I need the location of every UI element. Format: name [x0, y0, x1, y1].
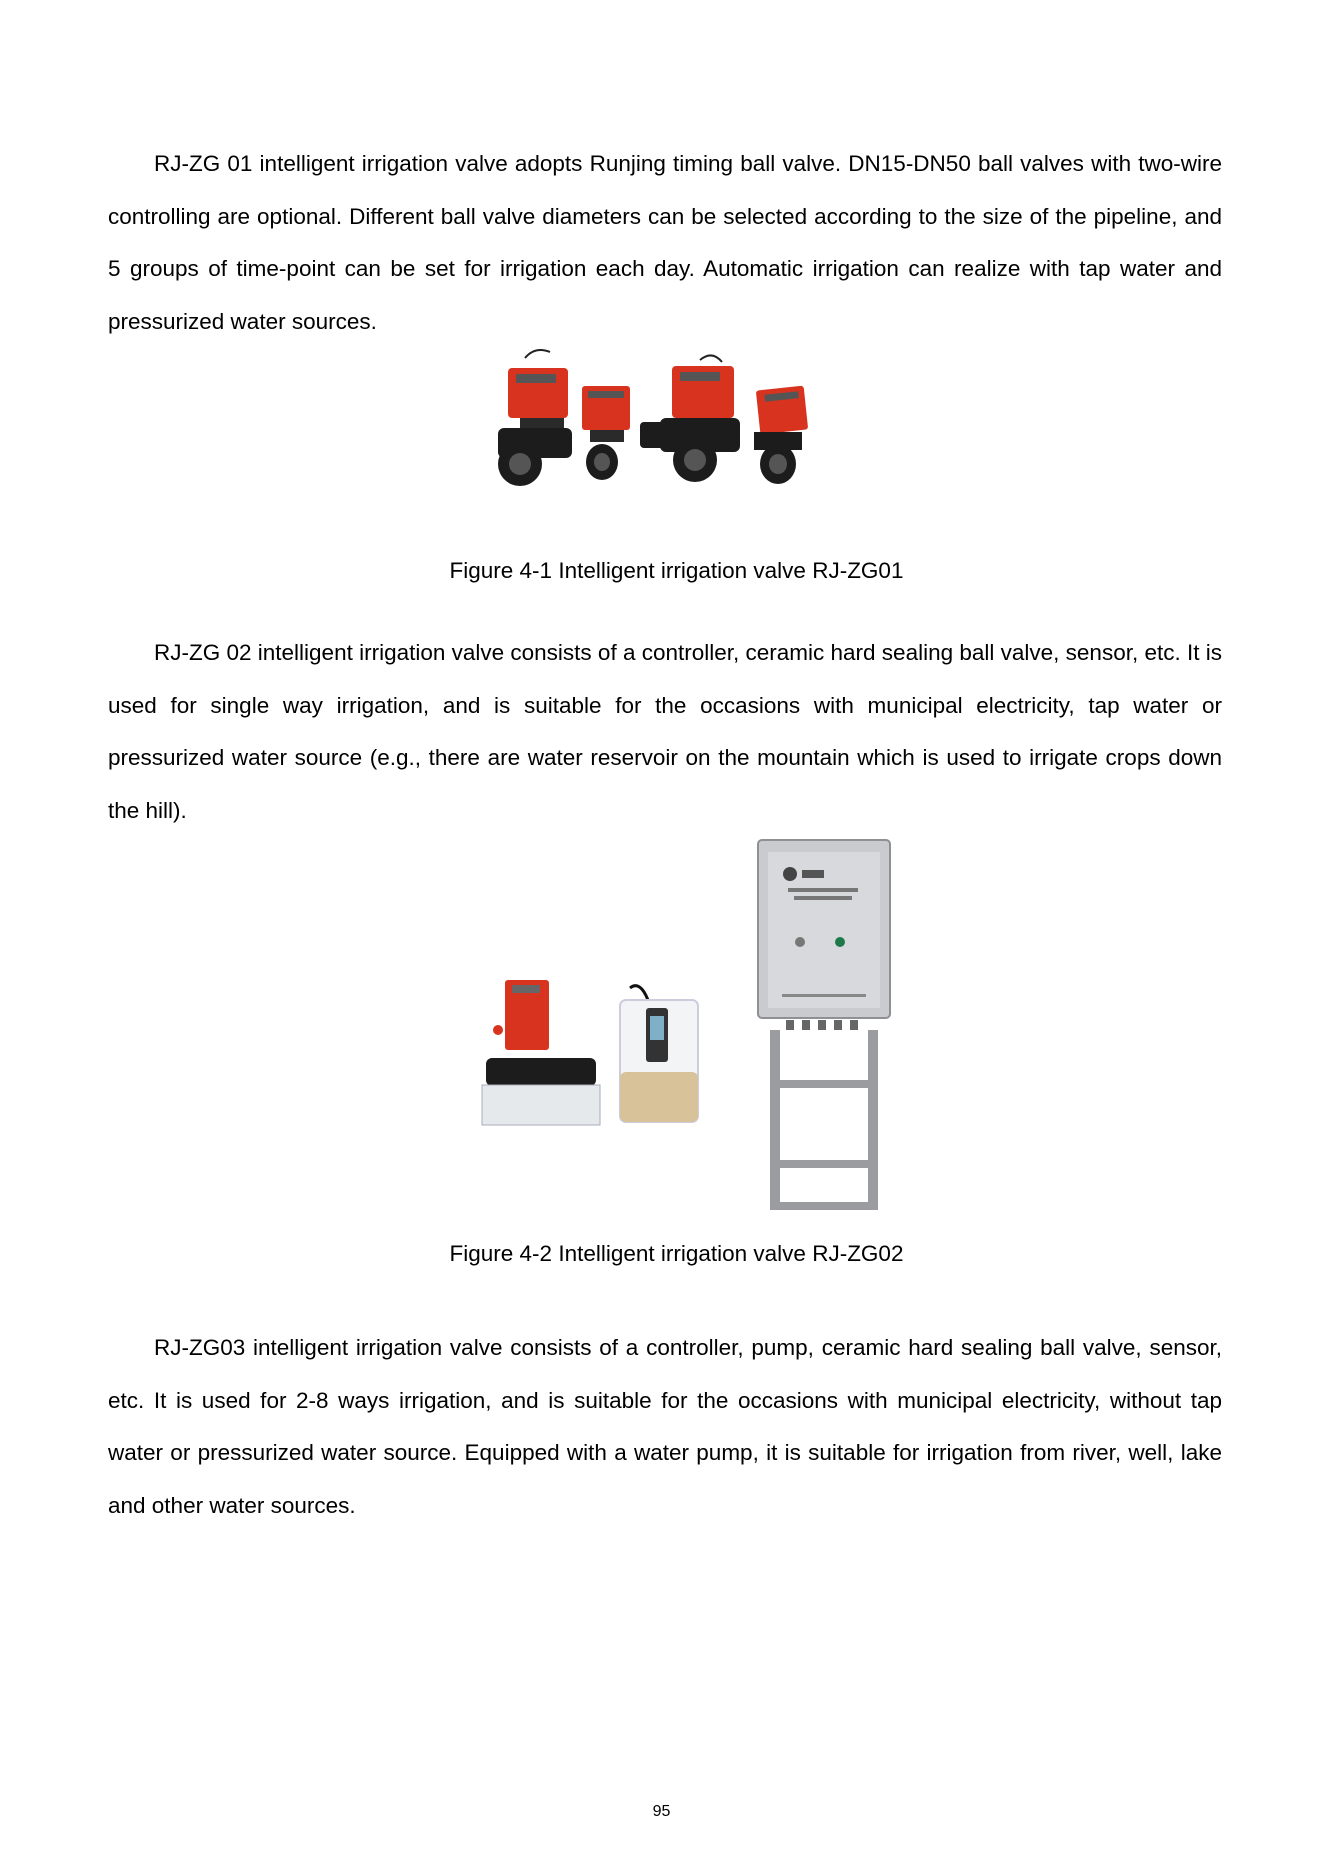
paragraph-rj-zg01 — [108, 138, 1222, 348]
cabinet-stand — [770, 1030, 878, 1210]
valve-with-base — [482, 980, 600, 1125]
control-cabinet — [758, 840, 890, 1030]
paragraph-rj-zg03 — [108, 1322, 1222, 1532]
figure-rj-zg01-image — [490, 346, 880, 516]
figure-rj-zg02-image — [470, 830, 910, 1220]
beaker-with-sensor — [620, 986, 698, 1122]
valve-products-illustration — [490, 346, 880, 516]
page-number: 95 — [652, 1803, 671, 1820]
valve-unit-2 — [582, 386, 630, 480]
valve-unit-4 — [754, 386, 808, 484]
figure-caption-4-1: Figure 4-1 Intelligent irrigation valve RJ-ZG01 — [449, 558, 904, 583]
paragraph-text: RJ-ZG 02 intelligent irrigation valve consists of a controller, ceramic hard sealing ball valve, sensor, etc. It is used for single way irrigation, and is suitable for the occasions with municipal electricity, tap water or pressurized water source (e.g., there are water reservoir on the mountain which is used to irrigate crops down the hill). — [108, 640, 1222, 823]
valve-unit-3 — [640, 355, 740, 482]
paragraph-rj-zg02 — [108, 627, 1222, 837]
paragraph-text: RJ-ZG 01 intelligent irrigation valve adopts Runjing timing ball valve. DN15-DN50 ball valves with two-wire controlling are optional. Different ball valve diameters can be selected according to the size of the pipeline, and 5 groups of time-point can be set for irrigation each day. Automatic irrigation can realize with tap water and pressurized water sources. — [108, 151, 1222, 334]
valve-unit-1 — [498, 350, 572, 486]
valve-cabinet-illustration — [470, 830, 910, 1220]
paragraph-text: RJ-ZG03 intelligent irrigation valve consists of a controller, pump, ceramic hard sealing ball valve, sensor, etc. It is used for 2-8 ways irrigation, and is suitable for the occasions with municipal electricity, without tap water or pressurized water source. Equipped with a water pump, it is suitable for irrigation from river, well, lake and other water sources. — [108, 1335, 1222, 1518]
figure-caption-4-2: Figure 4-2 Intelligent irrigation valve RJ-ZG02 — [449, 1241, 904, 1266]
